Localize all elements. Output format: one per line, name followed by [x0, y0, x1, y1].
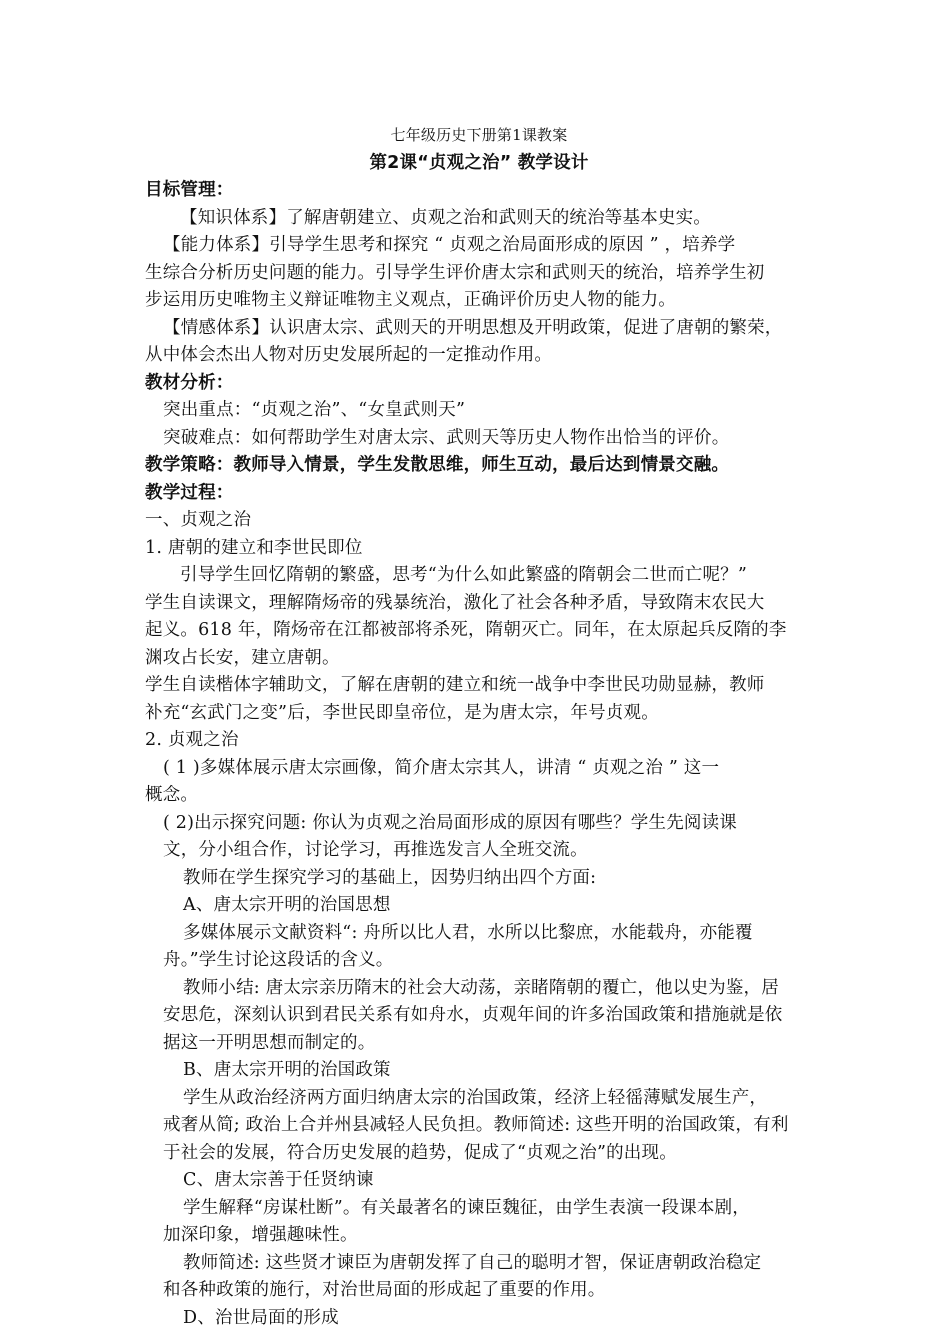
text-line: 舟。”学生讨论这段话的含义。 — [163, 950, 394, 970]
text-line: 生综合分析历史问题的能力。引导学生评价唐太宗和武则天的统治，培养学生初 — [145, 262, 765, 283]
text-line: 教学策略：教师导入情景，学生发散思维，师生互动，最后达到情景交融。 — [145, 455, 730, 475]
text-line: 安思危，深刻认识到君民关系有如舟水，贞观年间的许多治国政策和措施就是依 — [163, 1005, 783, 1025]
text-line: 渊攻占长安，建立唐朝。 — [145, 647, 340, 668]
text-line: 起义。618 年，隋炀帝在江都被部将杀死，隋朝灭亡。同年，在太原起兵反隋的李 — [145, 620, 787, 640]
text-line: 加深印象，增强趣味性。 — [163, 1225, 358, 1245]
text-line: 和各种政策的施行，对治世局面的形成起了重要的作用。 — [163, 1280, 606, 1300]
text-line: 目标管理： — [145, 180, 234, 200]
text-line: 教师小结: 唐太宗亲历隋末的社会大动荡，亲睹隋朝的覆亡，他以史为鉴，居 — [183, 977, 779, 998]
text-line: B、唐太宗开明的治国政策 — [183, 1060, 391, 1080]
text-line: 戒奢从简; 政治上合并州县减轻人民负担。教师简述: 这些开明的治国政策，有利 — [163, 1115, 789, 1135]
text-line: 【能力体系】引导学生思考和探究 “ 贞观之治局面形成的原因 ” ，培养学 — [163, 235, 736, 255]
text-line: 于社会的发展，符合历史发展的趋势，促成了“贞观之治”的出现。 — [163, 1142, 677, 1163]
text-line: 据这一开明思想而制定的。 — [163, 1032, 376, 1053]
text-line: 教师在学生探究学习的基础上，因势归纳出四个方面: — [183, 867, 597, 888]
text-line: 【情感体系】认识唐太宗、武则天的开明思想及开明政策，促进了唐朝的繁荣， — [163, 317, 783, 338]
text-line: 突破难点：如何帮助学生对唐太宗、武则天等历史人物作出恰当的评价。 — [163, 427, 730, 448]
document-body — [145, 177, 813, 1332]
page-header: 七年级历史下册第1课教案 — [390, 126, 568, 144]
text-line: 教材分析： — [145, 372, 234, 393]
text-line: 学生自读楷体字辅助文，了解在唐朝的建立和统一战争中李世民功勋显赫，教师 — [145, 675, 765, 695]
text-line: C、唐太宗善于任贤纳谏 — [183, 1170, 374, 1190]
text-line: 1. 唐朝的建立和李世民即位 — [145, 537, 363, 558]
text-line: 从中体会杰出人物对历史发展所起的一定推动作用。 — [145, 345, 553, 365]
text-line: 学生自读课文，理解隋炀帝的残暴统治，激化了社会各种矛盾，导致隋末农民大 — [145, 592, 765, 613]
text-line: 步运用历史唯物主义辩证唯物主义观点，正确评价历史人物的能力。 — [145, 290, 676, 310]
text-line: 学生从政治经济两方面归纳唐太宗的治国政策，经济上轻徭薄赋发展生产， — [183, 1087, 768, 1108]
text-line: D、治世局面的形成 — [183, 1307, 339, 1328]
text-line: 教师简述: 这些贤才谏臣为唐朝发挥了自己的聪明才智，保证唐朝政治稳定 — [183, 1252, 762, 1273]
text-line: ( 2)出示探究问题: 你认为贞观之治局面形成的原因有哪些？学生先阅读课 — [163, 812, 738, 833]
text-line: 学生解释“房谋杜断”。有关最著名的谏臣魏征，由学生表演一段课本剧， — [183, 1197, 750, 1218]
text-line: A、唐太宗开明的治国思想 — [183, 895, 391, 915]
text-line: 多媒体展示文献资料“: 舟所以比人君，水所以比黎庶，水能载舟，亦能覆 — [183, 922, 753, 943]
document-title: 第2课“贞观之治” 教学设计 — [369, 152, 589, 173]
text-line: 概念。 — [145, 785, 199, 805]
text-line: 2. 贞观之治 — [145, 730, 239, 750]
text-line: ( 1 )多媒体展示唐太宗画像，简介唐太宗其人，讲清 “ 贞观之治 ” 这一 — [163, 757, 720, 778]
text-line: 教学过程： — [145, 482, 234, 503]
text-line: 补充“玄武门之变”后，李世民即皇帝位，是为唐太宗，年号贞观。 — [145, 702, 659, 723]
document-page — [145, 122, 813, 1332]
text-line: 【知识体系】了解唐朝建立、贞观之治和武则天的统治等基本史实。 — [180, 207, 711, 228]
text-line: 突出重点：“贞观之治”、“女皇武则天” — [163, 400, 466, 420]
text-line: 引导学生回忆隋朝的繁盛，思考“为什么如此繁盛的隋朝会二世而亡呢？” — [180, 565, 747, 585]
text-line: 一、贞观之治 — [145, 510, 252, 530]
text-line: 文，分小组合作，讨论学习，再推选发言人全班交流。 — [163, 840, 588, 860]
